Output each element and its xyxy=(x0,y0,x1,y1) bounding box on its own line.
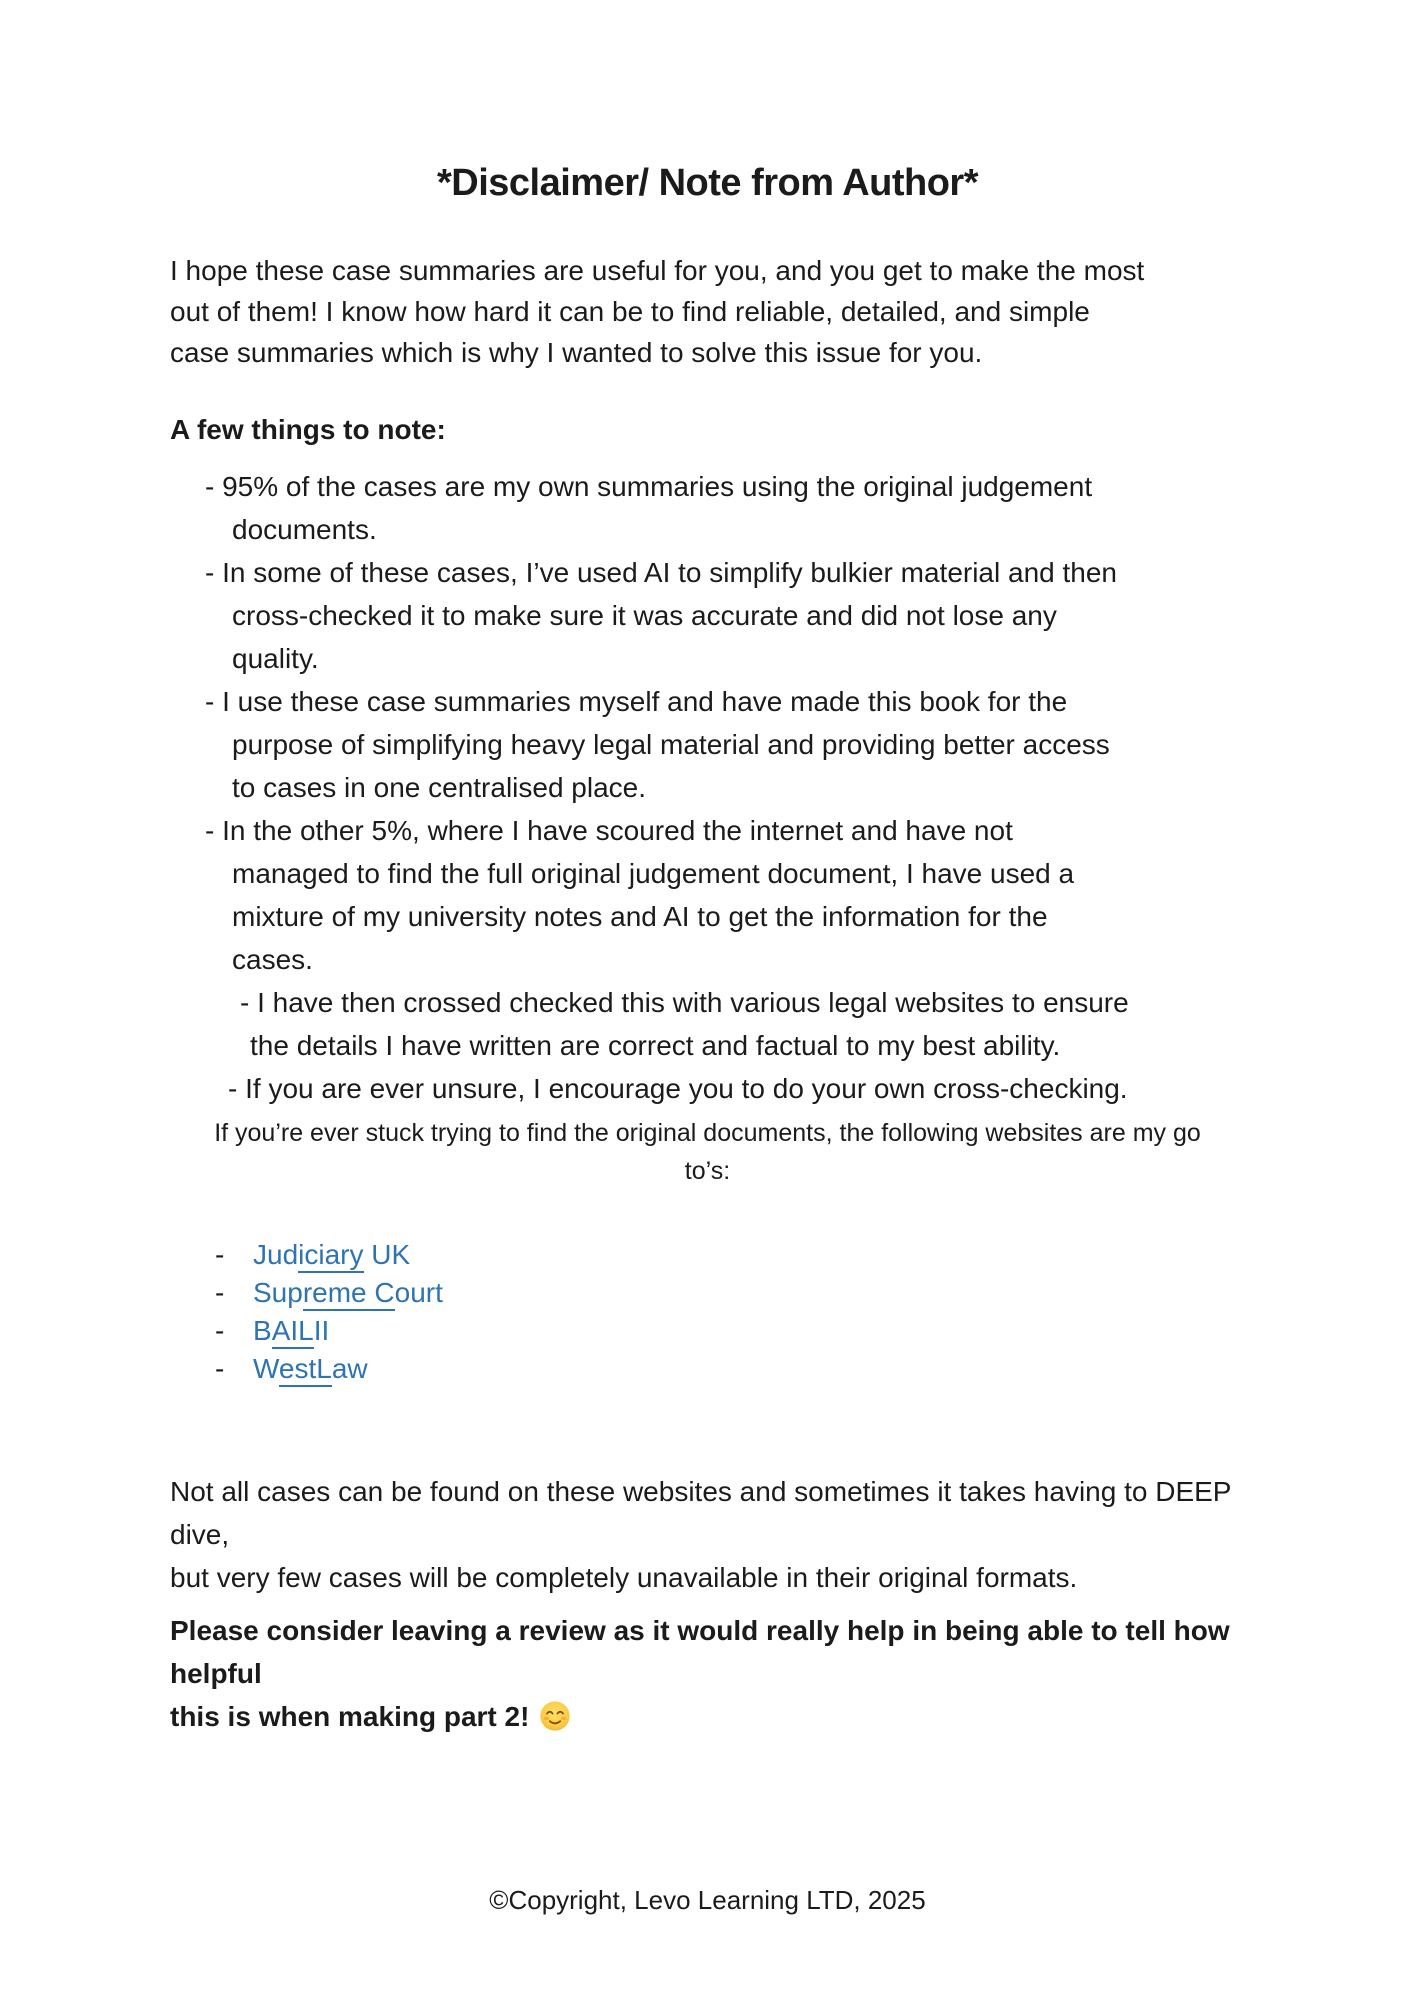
websites-note xyxy=(170,1114,1245,1190)
bullet-line: - In some of these cases, I’ve used AI to simplify bulkier material and then xyxy=(205,557,1117,588)
bullet-continuation-line: cross-checked it to make sure it was accurate and did not lose any xyxy=(232,600,1057,631)
link-list xyxy=(170,1236,1245,1388)
footer-copyright: ©Copyright, Levo Learning LTD, 2025 xyxy=(489,1885,926,1915)
closing-line: but very few cases will be completely unavailable in their original formats. xyxy=(170,1562,1078,1593)
link-row xyxy=(215,1274,1245,1312)
bullet-line: - I use these case summaries myself and have made this book for the xyxy=(205,686,1068,717)
bullet-continuation-line: documents. xyxy=(232,514,377,545)
bullet-line: - If you are ever unsure, I encourage you to do your own cross-checking. xyxy=(228,1073,1128,1104)
bullet-continuation-line: managed to find the full original judgement document, I have used a xyxy=(232,858,1075,889)
bullet-line: - 95% of the cases are my own summaries using the original judgement xyxy=(205,471,1093,502)
closing-paragraph xyxy=(170,1470,1245,1599)
link-row xyxy=(215,1312,1245,1350)
bullet-continuation-line: cases. xyxy=(232,944,313,975)
link-bullet-dash: - xyxy=(215,1239,225,1270)
intro-line: I hope these case summaries are useful for you, and you get to make the most xyxy=(170,255,1145,286)
bullet-line: - I have then crossed checked this with various legal websites to ensure xyxy=(240,987,1129,1018)
review-line-wrap xyxy=(170,1701,572,1732)
websites-note-line: to’s: xyxy=(684,1157,731,1185)
bullet-continuation-line: mixture of my university notes and AI to get the information for the xyxy=(232,901,1048,932)
review-line: Please consider leaving a review as it would really help in being able to tell how helpful xyxy=(170,1615,1230,1689)
bullet-continuation-line: purpose of simplifying heavy legal material and providing better access xyxy=(232,729,1110,760)
link-bullet-dash: - xyxy=(215,1277,225,1308)
review-line: this is when making part 2! xyxy=(170,1701,530,1732)
bullet-continuation-line: to cases in one centralised place. xyxy=(232,772,647,803)
link-bullet-dash: - xyxy=(215,1353,225,1384)
intro-line: case summaries which is why I wanted to solve this issue for you. xyxy=(170,337,983,368)
link-row xyxy=(215,1236,1245,1274)
relieved-face-emoji xyxy=(538,1699,572,1733)
bullet-continuation-line: the details I have written are correct and factual to my best ability. xyxy=(250,1030,1061,1061)
note-heading: A few things to note: xyxy=(170,414,446,445)
review-request-paragraph xyxy=(170,1609,1245,1738)
link-westlaw[interactable]: WestLaw xyxy=(253,1350,368,1388)
bullet-line: - In the other 5%, where I have scoured the internet and have not xyxy=(205,815,1013,846)
intro-paragraph xyxy=(170,250,1245,373)
bullet-continuation-line: quality. xyxy=(232,643,319,674)
closing-line: Not all cases can be found on these websites and sometimes it takes having to DEEP dive, xyxy=(170,1476,1231,1550)
link-judiciary-uk[interactable]: Judiciary UK xyxy=(253,1236,410,1274)
link-row xyxy=(215,1350,1245,1388)
websites-note-line: If you’re ever stuck trying to find the original documents, the following websites are my go xyxy=(214,1119,1201,1147)
intro-line: out of them! I know how hard it can be to find reliable, detailed, and simple xyxy=(170,296,1090,327)
link-bailii[interactable]: BAILII xyxy=(253,1312,329,1350)
link-supreme-court[interactable]: Supreme Court xyxy=(253,1274,443,1312)
page-title: *Disclaimer/ Note from Author* xyxy=(436,162,979,204)
bullet-list xyxy=(170,465,1245,1110)
link-bullet-dash: - xyxy=(215,1315,225,1346)
